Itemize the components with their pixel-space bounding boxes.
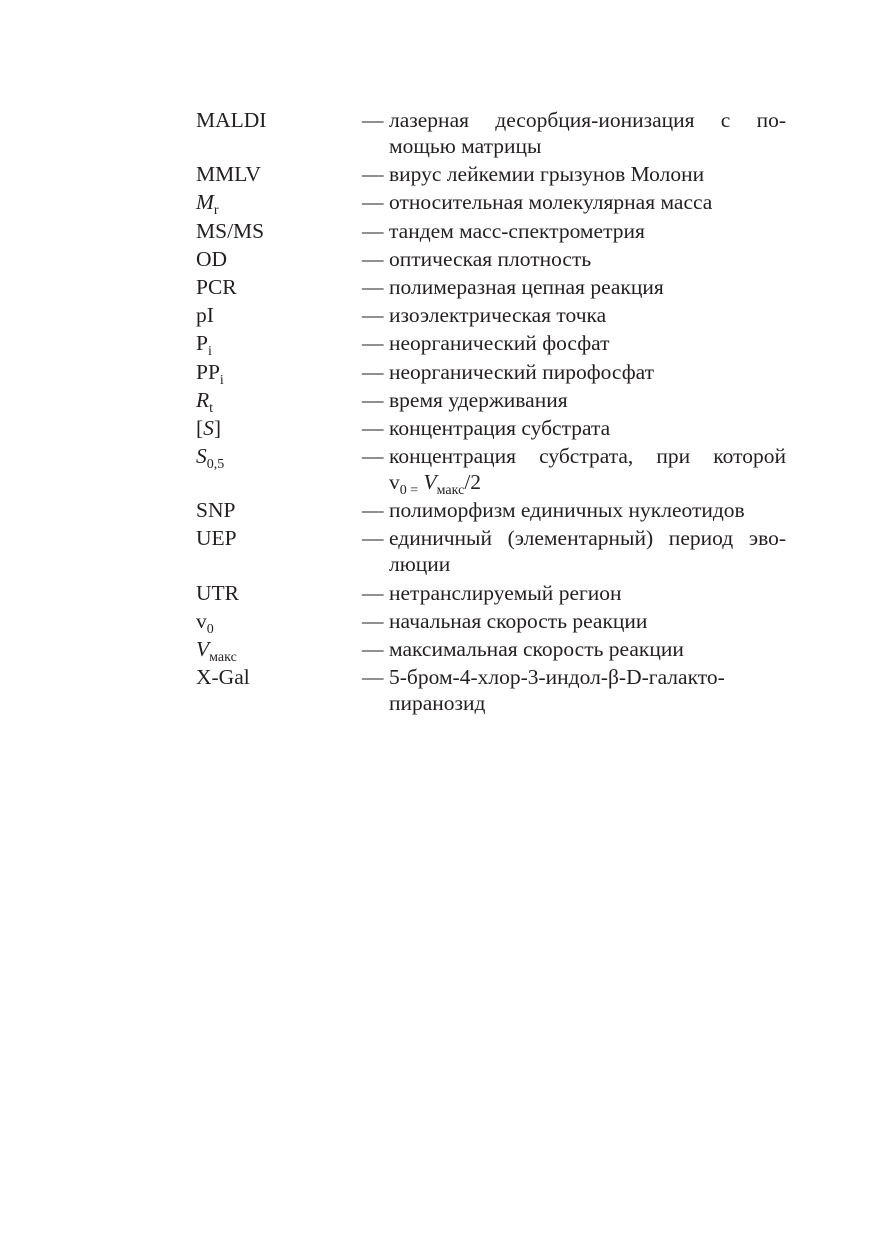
dash: — — [362, 387, 384, 412]
list-item — [196, 246, 796, 272]
abbreviation-definition: время удерживания — [389, 387, 568, 412]
list-item — [196, 415, 796, 441]
list-item — [196, 107, 796, 159]
abbreviation-definition: 5-бром-4-хлор-3-индол-β-D-галакто- пиранозид — [389, 665, 725, 716]
list-item — [196, 443, 796, 499]
dash: — — [362, 108, 384, 132]
abbreviation-term: $P_i$ — [196, 331, 212, 360]
abbreviation-definition: единичный (элементарный) период эво- люции — [389, 526, 786, 577]
abbreviation-term: $v_0$ — [196, 608, 214, 637]
list-item — [196, 580, 796, 606]
abbreviation-definition: начальная скорость реакции — [389, 608, 648, 633]
dash: — — [362, 637, 384, 661]
list-item — [196, 359, 796, 388]
dash: — — [362, 498, 384, 523]
abbreviation-definition: полимеразная цепная реакция — [389, 274, 664, 299]
abbreviation-term: PCR — [196, 274, 237, 299]
dash: — — [362, 162, 384, 187]
list-item — [196, 161, 796, 187]
abbreviation-definition: оптическая плотность — [389, 246, 592, 271]
abbreviation-term: $S_{0,5}$ — [196, 444, 225, 473]
abbreviation-term: MALDI — [196, 108, 267, 132]
abbreviation-term: $V_{макс}$ — [196, 637, 237, 665]
abbreviation-term: $PP_i$ — [196, 359, 224, 388]
abbreviation-term: $R_t$ — [196, 387, 214, 416]
abbreviation-term: UEP — [196, 526, 237, 551]
dash: — — [362, 218, 384, 243]
list-item — [196, 302, 796, 328]
list-item — [196, 387, 796, 416]
abbreviation-definition: концентрация субстрата — [389, 415, 611, 440]
dash: — — [362, 526, 384, 551]
dash: — — [362, 665, 384, 690]
list-item — [196, 664, 796, 716]
abbreviation-definition: неорганический пирофосфат — [389, 359, 655, 384]
abbreviation-term: SNP — [196, 498, 236, 523]
dash: — — [362, 303, 384, 328]
dash: — — [362, 246, 384, 271]
abbreviation-definition: полиморфизм единичных нуклеотидов — [389, 498, 745, 523]
abbreviation-definition: лазерная десорбция-ионизация с по- мощью матрицы — [389, 108, 786, 158]
abbreviation-term: X-Gal — [196, 665, 250, 690]
dash: — — [362, 580, 384, 605]
list-item — [196, 525, 796, 577]
abbreviation-term: $M_r$ — [196, 190, 219, 219]
dash: — — [362, 190, 384, 215]
list-item — [196, 497, 796, 523]
dash: — — [362, 444, 384, 469]
abbreviation-definition: тандем масс-спектрометрия — [389, 218, 645, 243]
dash: — — [362, 274, 384, 299]
list-item — [196, 330, 796, 360]
list-item — [196, 189, 796, 219]
abbreviation-term: [S] — [196, 415, 222, 440]
abbreviation-term: UTR — [196, 580, 239, 605]
abbreviation-definition: максимальная скорость реакции — [389, 637, 684, 661]
abbreviation-term: pI — [196, 303, 214, 328]
list-item — [196, 636, 796, 665]
list-item — [196, 608, 796, 637]
abbreviation-term: OD — [196, 246, 228, 271]
abbreviation-definition: вирус лейкемии грызунов Молони — [389, 162, 705, 187]
abbreviation-definition: относительная молекулярная масса — [389, 190, 713, 215]
abbreviation-list — [196, 107, 796, 718]
abbreviation-definition: изоэлектрическая точка — [389, 303, 607, 328]
abbreviation-definition: нетранслируемый регион — [389, 580, 622, 605]
dash: — — [362, 359, 384, 384]
abbreviation-definition: неорганический фосфат — [389, 331, 610, 356]
dash: — — [362, 331, 384, 356]
dash: — — [362, 608, 384, 633]
abbreviation-definition: концентрация субстрата, при которой $v_{0 =}$ $V_{макс}/2$ — [389, 444, 786, 499]
abbreviation-term: MS/MS — [196, 218, 265, 243]
list-item — [196, 218, 796, 244]
abbreviation-term: MMLV — [196, 162, 261, 187]
list-item — [196, 274, 796, 300]
dash: — — [362, 415, 384, 440]
